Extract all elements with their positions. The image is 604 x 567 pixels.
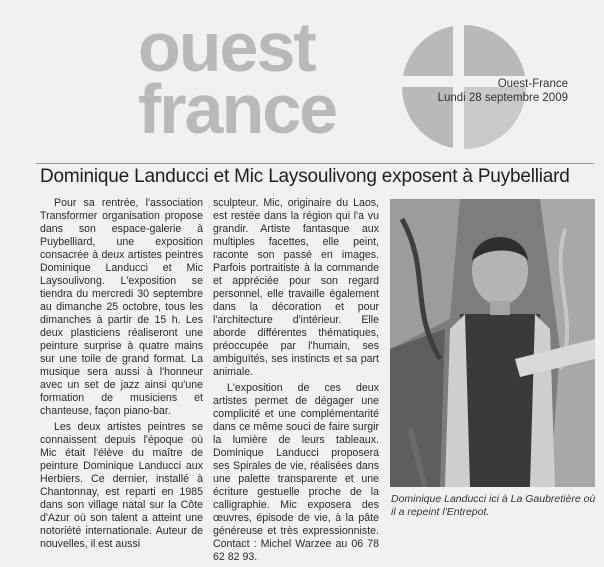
- paragraph: L'exposition de ces deux artistes permet de dégager une complicité et une complémentarité dans ce même souci de faire surgir la lumière de leurs tableaux. Dominique Landucci proposera ses Spirales de vie, réalisées dans une palette transparente et une écriture gestuelle proche de la calligraphie. Mic exposera des œuvres, épisode de vie, à la pâte généreuse et très expressionniste. Contact : Michel Warzee au 06 78 62 82 93.: [213, 382, 379, 563]
- article-headline: Dominique Landucci et Mic Laysoulivong exposent à Puybelliard: [40, 166, 570, 187]
- paragraph: sculpteur. Mic, originaire du Laos, est restée dans la région qui l'a vu grandir. Artiste fantasque aux multiples facettes, elle peint, raconte son passé en images. Parfois portraitiste à la commande et appréciée pour son regard personnel, elle travaille également dans la décoration et pour l'architecture d'intérieur. Elle aborde différentes thématiques, préoccupée par l'humain, ses ambiguïtés, ses instincts et sa part animale.: [213, 197, 379, 378]
- masthead-france: france: [138, 70, 337, 148]
- edition-info: [438, 77, 568, 105]
- paragraph: Les deux artistes peintres se connaissent depuis l'époque où Mic était l'élève du maître de peinture Dominique Landucci aux Herbiers. Ce dernier, installé à Chantonnay, est reparti en 1985 dans son village natal sur la Côte d'Azur où son talent a atteint une notoriété internationale. Auteur de nouvelles, il est aussi: [40, 421, 203, 550]
- masthead-ouest: ouest: [138, 8, 315, 86]
- edition-source: Ouest-France: [497, 78, 568, 90]
- article-photo: [390, 199, 595, 487]
- article-column-2: [213, 197, 379, 567]
- paragraph: Pour sa rentrée, l'association Transformer organisation propose dans son espace-galerie à Puybelliard, une exposition consacrée à deux artistes peintres Dominique Landucci et Mic Laysoulivong. L'exposition se tiendra du mercredi 30 septembre au dimanche 25 octobre, tous les dimanches à partir de 15 h. Les deux plasticiens réaliseront une peinture surprise à quatre mains sur une toile de grand format. La musique sera aussi à l'honneur avec un set de jazz ainsi qu'une formation de musiciens et chanteuse, façon piano-bar.: [40, 197, 203, 417]
- edition-date: Lundi 28 septembre 2009: [437, 92, 568, 104]
- article-column-1: [40, 197, 203, 554]
- header-rule: [36, 163, 594, 164]
- masthead: [138, 8, 438, 154]
- photo-caption: Dominique Landucci ici à La Gaubretière où il a repeint l'Entrepot.: [391, 493, 596, 518]
